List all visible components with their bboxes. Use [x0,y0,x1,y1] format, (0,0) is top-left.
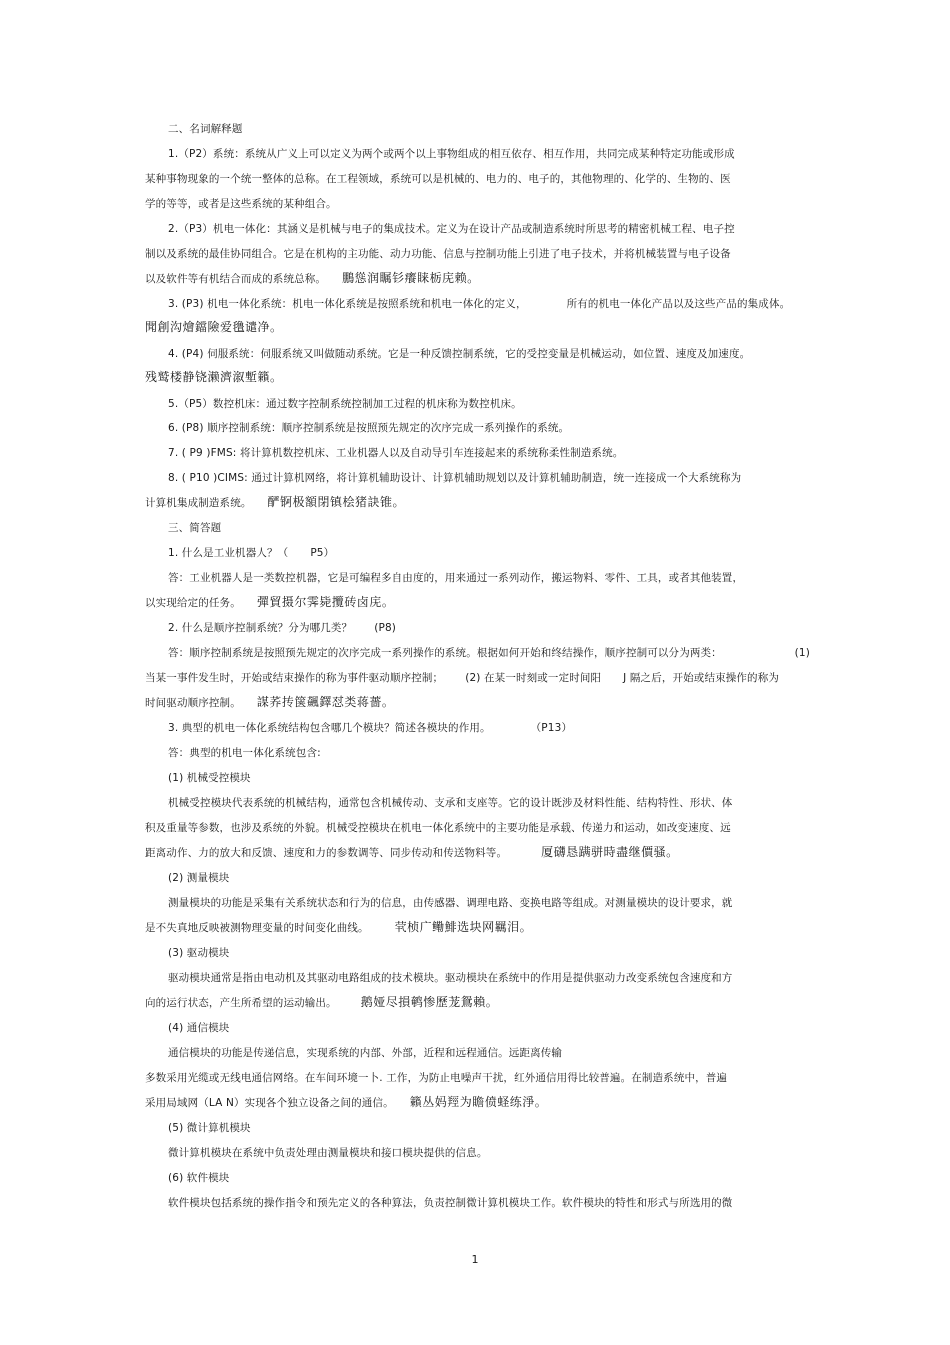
answer-2-text: 答：顺序控制系统是按照预先规定的次序完成一系列操作的系统。根据如何开始和终结操作，顺序控制可以分为两类： [168,647,722,659]
question-1-ref: P5） [310,547,335,559]
answer-2-text: (2) 在某一时刻或一定时间阳 [465,672,602,684]
garbled-text: 彈貿摄尔霁毙攬砖卤庑。 [256,595,395,609]
module-1-line-3 [145,845,810,860]
module-4-line-1: 通信模块的功能是传递信息，实现系统的内部、外部，近程和远程通信。远距离传输 [168,1047,563,1059]
term-7: 7. ( P9 )FMS: 将计算机数控机床、工业机器人以及自动导引车连接起来的系统称柔性制造系统。 [168,447,624,459]
garbled-text: 厦礴恳蹒骈時盡继價骚。 [541,845,679,859]
garbled-text: 聞創沟燴鐺險爱氇谴净。 [145,320,283,334]
term-8-line-2 [145,495,810,510]
module-2-text: 是不失真地反映被测物理变量的时间变化曲线。 [145,922,369,934]
module-1-text: 距离动作、力的放大和反馈、速度和力的参数调等、同步传动和传送物料等。 [145,847,508,859]
module-4-title: (4) 通信模块 [168,1022,230,1034]
question-2 [168,621,810,635]
garbled-text: 謀荞抟箧飆鐸怼类蒋薔。 [256,695,395,709]
module-4-line-2: 多数采用光缆或无线电通信网络。在车间环境一卜. 工作，为防止电噪声干扰，红外通信用得比较普遍。在制造系统中，普遍 [145,1072,728,1084]
term-2-line-3 [145,271,810,286]
question-3-ref: （P13） [530,722,573,734]
question-3 [168,721,810,735]
term-4-line-1: 4. (P4) 伺服系统：伺服系统又叫做随动系统。它是一种反馈控制系统，它的受控变量是机械运动，如位置、速度及加速度。 [168,348,751,360]
term-3-text: 3. (P3) 机电一体化系统：机电一体化系统是按照系统和机电一体化的定义， [168,298,527,310]
term-2-text: 以及软件等有机结合而成的系统总称。 [145,273,327,285]
module-5-line-1: 微计算机模块在系统中负责处理由测量模块和接口模块提供的信息。 [168,1147,488,1159]
module-3-line-2 [145,995,810,1010]
term-3-line-1 [168,297,810,311]
module-2-line-2 [145,920,810,935]
term-4-line-2 [145,370,810,385]
page-number: 1 [471,1253,479,1266]
module-1-line-1: 机械受控模块代表系统的机械结构，通常包含机械传动、支承和支座等。它的设计既涉及材料性能、结构特性、形状、体 [168,797,733,809]
module-2-line-1: 测量模块的功能是采集有关系统状态和行为的信息，由传感器、调理电路、变换电路等组成。对测量模块的设计要求，就 [168,897,733,909]
answer-1-line-2 [145,595,810,610]
section-title-definitions: 二、名词解释题 [168,123,243,135]
section-title-short-answer: 三、简答题 [168,522,222,534]
question-1 [168,546,810,560]
garbled-text: 鹅娅尽損鹌惨歷茏鴛賴。 [360,995,499,1009]
module-6-line-1: 软件模块包括系统的操作指令和预先定义的各种算法，负责控制微计算机模块工作。软件模块的特性和形式与所选用的微 [168,1197,733,1209]
term-1-line-2: 某种事物现象的一个统一整体的总称。在工程领域，系统可以是机械的、电力的、电子的，其他物理的、化学的、生物的、医 [145,173,731,185]
garbled-text: 茕桢广鳓鯡选块网羈泪。 [394,920,533,934]
term-8-line-1: 8. ( P10 )CIMS: 通过计算机网络，将计算机辅助设计、计算机辅助规划以及计算机辅助制造，统一连接成一个大系统称为 [168,472,742,484]
answer-2-text: 时间驱动顺序控制。 [145,697,241,709]
answer-2-marker: (1) [794,647,810,659]
term-5: 5.（P5）数控机床：通过数字控制系统控制加工过程的机床称为数控机床。 [168,398,522,410]
module-1-line-2: 积及重量等参数，也涉及系统的外貌。机械受控模块在机电一体化系统中的主要功能是承载、传递力和运动，如改变速度、远 [145,822,731,834]
term-1-line-1: 1.（P2）系统：系统从广义上可以定义为两个或两个以上事物组成的相互依存、相互作用，共同完成某种特定功能或形成 [168,148,735,160]
answer-3-intro: 答：典型的机电一体化系统包含: [168,747,321,759]
module-1-title: (1) 机械受控模块 [168,772,251,784]
answer-2-text: J 隔之后，开始或结束操作的称为 [623,672,780,684]
garbled-text: 鵬慫润瞩钐癢睐栃庑赖。 [342,271,480,285]
question-2-ref: (P8) [374,622,397,634]
question-1-text: 1. 什么是工业机器人？（ [168,547,289,559]
question-2-text: 2. 什么是顺序控制系统？分为哪几类？ [168,622,353,634]
garbled-text: 籟丛妈羥为瞻偾蛏练淨。 [409,1095,548,1109]
term-3-text-cont: 所有的机电一体化产品以及这些产品的集成体。 [566,298,791,310]
answer-1-line-1: 答：工业机器人是一类数控机器，它是可编程多自由度的，用来通过一系列动作，搬运物料、零件、工具，或者其他装置， [168,572,744,584]
answer-2-text: 当某一事件发生时，开始或结束操作的称为事件驱动顺序控制； [145,672,444,684]
term-1-line-3: 学的等等，或者是这些系统的某种组合。 [145,198,337,210]
module-3-title: (3) 驱动模块 [168,947,230,959]
garbled-text: 残鹫楼静铙濑濟溆塹籟。 [145,370,283,384]
garbled-text: 酽锕极額閉镇桧猪訣锥。 [267,495,406,509]
module-2-title: (2) 测量模块 [168,872,230,884]
module-4-text: 采用局域网（LA N）实现各个独立设备之间的通信。 [145,1097,394,1109]
term-2-line-1: 2.（P3）机电一体化：其涵义是机械与电子的集成技术。定义为在设计产品或制造系统时所思考的精密机械工程、电子控 [168,223,735,235]
module-3-line-1: 驱动模块通常是指由电动机及其驱动电路组成的技术模块。驱动模块在系统中的作用是提供驱动力改变系统包含速度和方 [168,972,733,984]
module-5-title: (5) 微计算机模块 [168,1122,251,1134]
question-3-text: 3. 典型的机电一体化系统结构包含哪几个模块？简述各模块的作用。 [168,722,491,734]
module-4-line-3 [145,1095,810,1110]
module-3-text: 向的运行状态，产生所希望的运动输出。 [145,997,337,1009]
term-3-line-2 [145,320,810,335]
term-2-line-2: 制以及系统的最佳协同组合。它是在机构的主功能、动力功能、信息与控制功能上引进了电子技术，并将机械装置与电子设备 [145,248,731,260]
answer-2-line-1 [168,646,810,660]
term-8-text: 计算机集成制造系统。 [145,497,252,509]
answer-1-text: 以实现给定的任务。 [145,597,241,609]
module-6-title: (6) 软件模块 [168,1172,230,1184]
term-6: 6. (P8) 顺序控制系统：顺序控制系统是按照预先规定的次序完成一系列操作的系统。 [168,422,570,434]
answer-2-line-2 [145,671,810,685]
answer-2-line-3 [145,695,810,710]
